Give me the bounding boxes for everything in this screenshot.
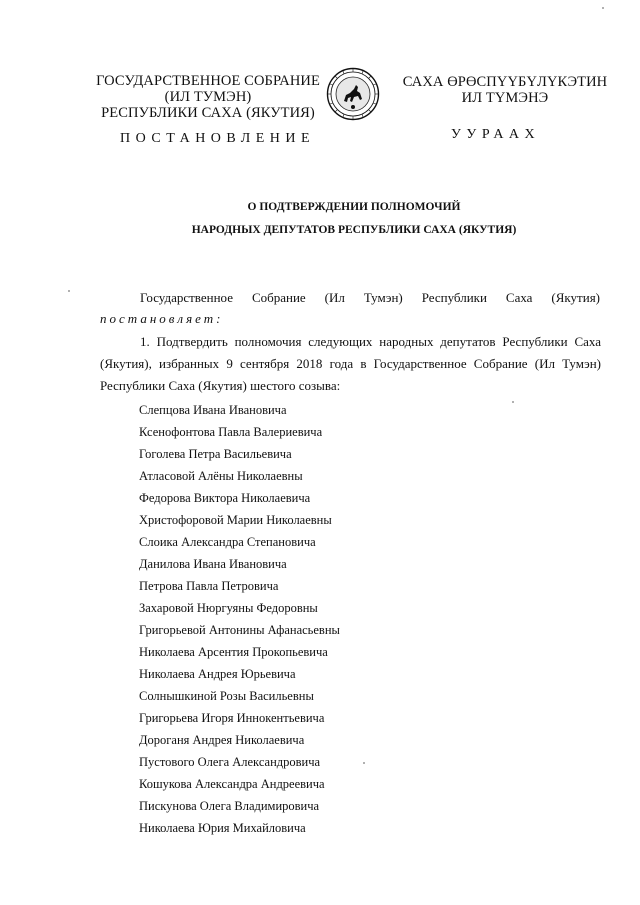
document-type-russian: ПОСТАНОВЛЕНИЕ [120,131,316,146]
deputy-name: Кошукова Александра Андреевича [139,777,325,791]
deputy-name: Николаева Арсентия Прокопьевича [139,645,328,659]
deputies-list [139,399,340,839]
issuer-name-yakut [385,74,625,106]
deputy-name: Захаровой Нюргуяны Федоровны [139,601,318,615]
issuer-line: РЕСПУБЛИКИ САХА (ЯКУТИЯ) [101,105,315,121]
issuer-line: САХА ӨРӨСПҮҮБҮЛҮКЭТИН [402,74,608,90]
scan-speck [363,762,365,764]
deputy-name: Федорова Виктора Николаевича [139,491,311,505]
deputy-name: Солнышкиной Розы Васильевны [139,689,314,703]
deputy-name: Атласовой Алёны Николаевны [139,469,303,483]
issuer-line: ИЛ ТҮМЭНЭ [461,90,549,106]
resolves-text: постановляет: [100,311,224,326]
deputy-name: Слоика Александра Степановича [139,535,316,549]
scan-speck [602,7,604,9]
deputy-name: Григорьевой Антонины Афанасьевны [139,623,340,637]
deputy-name: Николаева Юрия Михайловича [139,821,306,835]
document-type-yakut: УУРААХ [451,127,541,142]
item-1-text [100,331,601,397]
deputy-name: Пискунова Олега Владимировича [139,799,320,813]
deputy-name: Гоголева Петра Васильевича [139,447,292,461]
deputy-name: Григорьева Игоря Иннокентьевича [139,711,325,725]
issuer-line: (ИЛ ТУМЭН) [164,89,252,105]
deputy-name: Христофоровой Марии Николаевны [139,513,332,527]
deputy-name: Дороганя Андрея Николаевича [139,733,305,747]
document-title-line: НАРОДНЫХ ДЕПУТАТОВ РЕСПУБЛИКИ САХА (ЯКУТИЯ) [191,224,517,236]
deputy-name: Слепцова Ивана Ивановича [139,403,287,417]
scan-speck [512,401,514,403]
scan-speck [68,290,70,292]
republic-coat-of-arms-icon [326,67,380,121]
deputy-name: Ксенофонтова Павла Валериевича [139,425,323,439]
deputy-name: Данилова Ивана Ивановича [139,557,287,571]
issuer-name-russian [94,73,322,121]
deputy-name: Пустового Олега Александровича [139,755,321,769]
preamble-text [100,287,600,309]
deputy-name: Николаева Андрея Юрьевича [139,667,296,681]
document-title-line: О ПОДТВЕРЖДЕНИИ ПОЛНОМОЧИЙ [247,201,461,213]
item-1-body: 1. Подтвердить полномочия следующих народных депутатов Республики Саха (Якутия), избранных 9 сентября 2018 года в Государственное Собрание (Ил Тумэн) Республики Саха (Якутия) шестого созыва: [100,334,601,393]
issuer-line: ГОСУДАРСТВЕННОЕ СОБРАНИЕ [96,73,320,89]
preamble-line: Государственное Собрание (Ил Тумэн) Республики Саха (Якутия) [140,290,600,305]
deputy-name: Петрова Павла Петровича [139,579,279,593]
